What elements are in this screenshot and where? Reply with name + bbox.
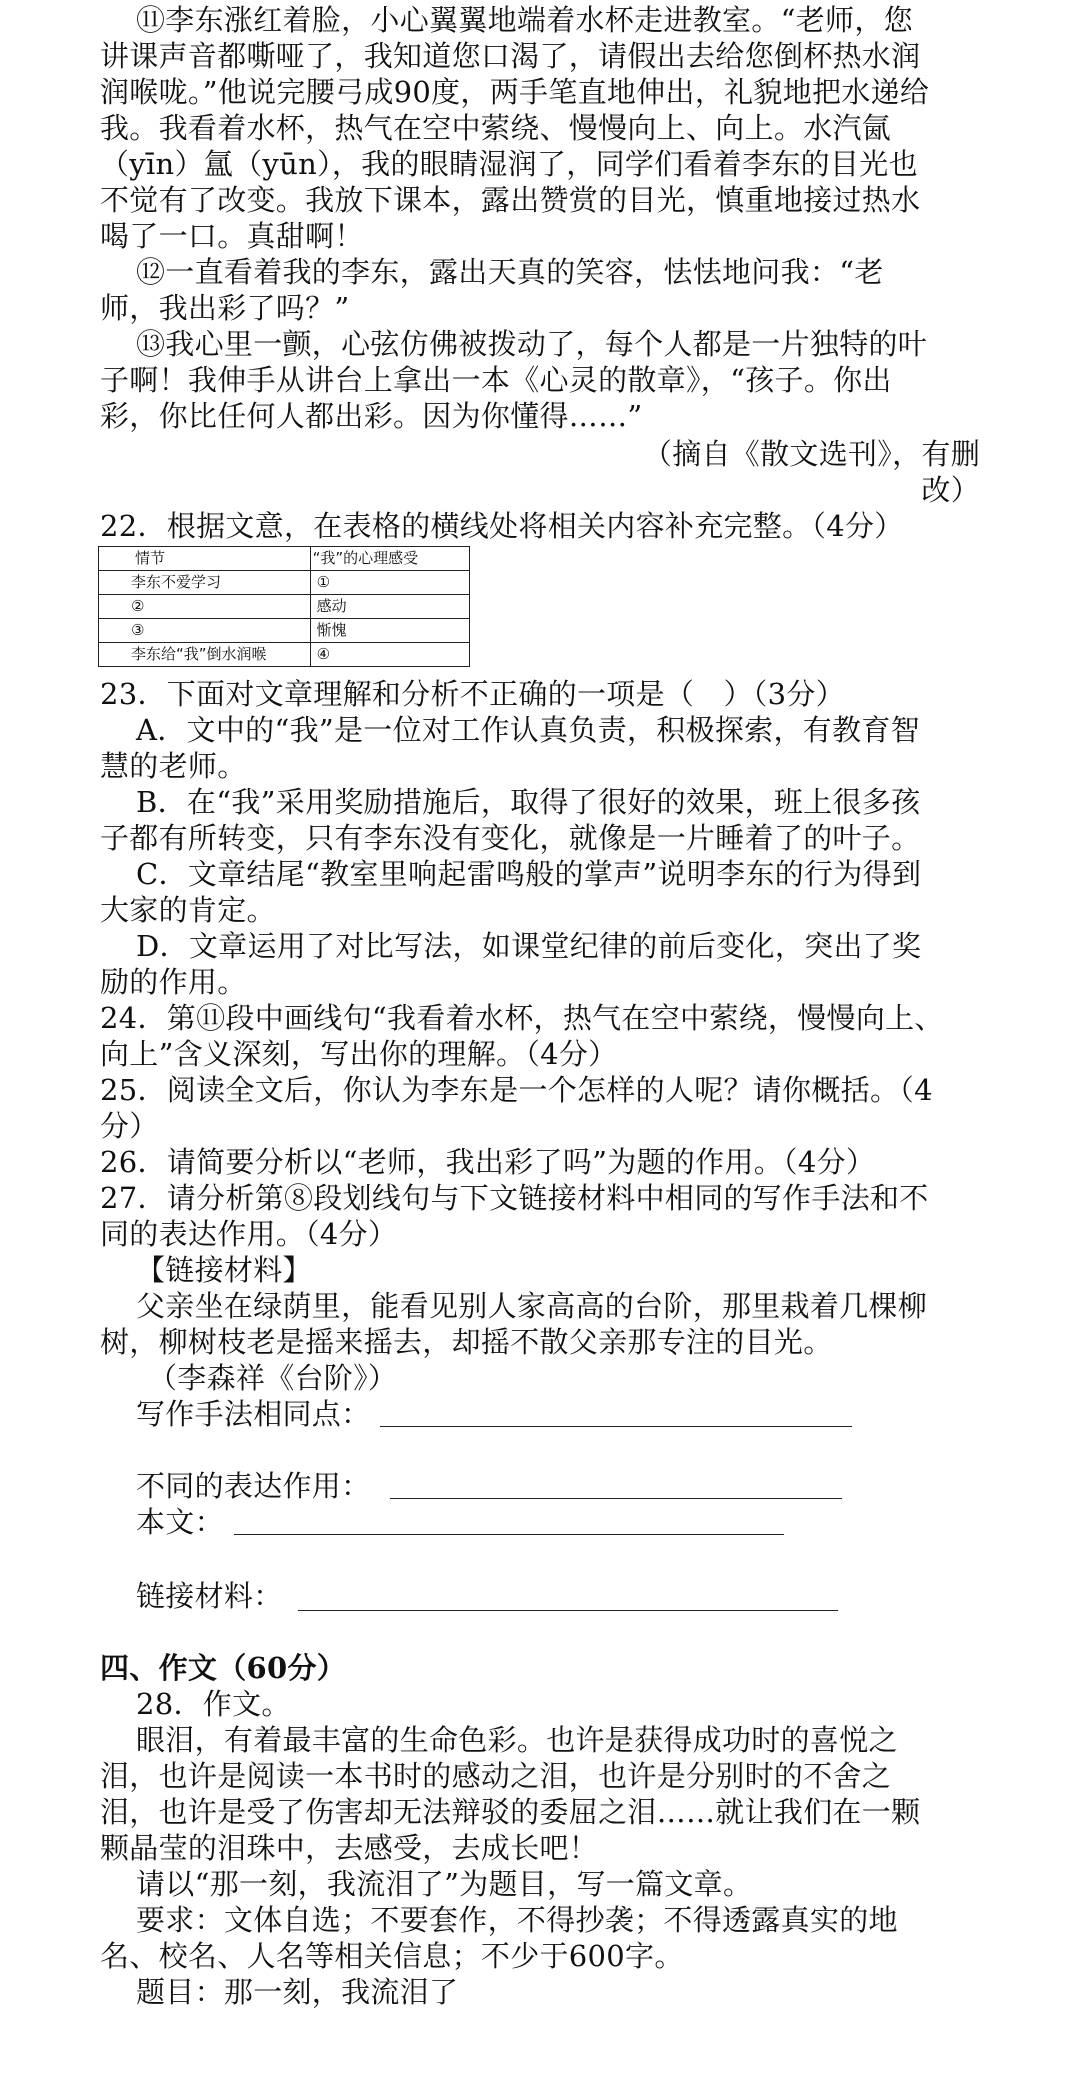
this-text-answer-line[interactable] <box>234 1534 784 1535</box>
requirements-1: 要求：文体自选；不要套作，不得抄袭；不得透露真实的地 <box>136 1903 898 1937</box>
link-material-answer-line[interactable] <box>298 1610 838 1611</box>
link-material-label: 链接材料： <box>136 1579 283 1613</box>
same-technique-answer-line[interactable] <box>380 1426 852 1427</box>
table-row <box>99 619 470 643</box>
table-header-plot: 情节 <box>99 547 311 571</box>
table-row <box>99 547 470 571</box>
table-cell: 李东不爱学习 <box>99 571 311 595</box>
q23-option-b-1: B．在“我”采用奖励措施后，取得了很好的效果，班上很多孩 <box>136 785 921 819</box>
p12-line-2: 师，我出彩了吗？” <box>100 291 350 325</box>
table-row <box>99 595 470 619</box>
p11-line-2: 讲课声音都嘶哑了，我知道您口渴了，请假出去给您倒杯热水润 <box>100 39 921 73</box>
q23-option-b-2: 子都有所转变，只有李东没有变化，就像是一片睡着了的叶子。 <box>100 821 921 855</box>
p11-line-6: 不觉有了改变。我放下课本，露出赞赏的目光，慎重地接过热水 <box>100 183 921 217</box>
essay-intro-3: 泪，也许是受了伤害却无法辩驳的委屈之泪……就让我们在一颗 <box>100 1795 921 1829</box>
table-cell: 李东给“我”倒水润喉 <box>99 643 311 667</box>
table-row <box>99 571 470 595</box>
essay-intro-4: 颗晶莹的泪珠中，去感受，去成长吧！ <box>100 1831 599 1865</box>
q23-option-c-2: 大家的肯定。 <box>100 893 276 927</box>
q24-line-2: 向上”含义深刻，写出你的理解。（4分） <box>100 1037 618 1071</box>
p11-line-3: 润喉咙。”他说完腰弓成90度，两手笔直地伸出，礼貌地把水递给 <box>100 75 930 109</box>
p12-line-1: ⑫一直看着我的李东，露出天真的笑容，怯怯地问我：“老 <box>136 255 884 289</box>
material-title: 【链接材料】 <box>136 1253 312 1287</box>
p11-line-7: 喝了一口。真甜啊！ <box>100 219 364 253</box>
p11-line-1: ⑪李东涨红着脸，小心翼翼地端着水杯走进教室。“老师，您 <box>136 3 913 37</box>
q26-text: 26．请简要分析以“老师，我出彩了吗”为题的作用。（4分） <box>100 1145 876 1179</box>
p13-line-2: 子啊！我伸手从讲台上拿出一本《心灵的散章》，“孩子。你出 <box>100 363 892 397</box>
material-line-1: 父亲坐在绿荫里，能看见别人家高高的台阶，那里栽着几棵柳 <box>136 1289 928 1323</box>
q22-table <box>98 546 470 667</box>
table-row <box>99 643 470 667</box>
p13-line-3: 彩，你比任何人都出彩。因为你懂得……” <box>100 399 643 433</box>
q28-text: 28．作文。 <box>136 1687 291 1721</box>
q23-option-d-1: D．文章运用了对比写法，如课堂纪律的前后变化，突出了奖 <box>136 929 922 963</box>
same-technique-label: 写作手法相同点： <box>136 1397 371 1431</box>
essay-intro-1: 眼泪，有着最丰富的生命色彩。也许是获得成功时的喜悦之 <box>136 1723 898 1757</box>
p11-line-4: 我。我看着水杯，热气在空中萦绕、慢慢向上、向上。水汽氤 <box>100 111 892 145</box>
q23-option-c-1: C．文章结尾“教室里响起雷鸣般的掌声”说明李东的行为得到 <box>136 857 922 891</box>
source-line-1: （摘自《散文选刊》，有删 <box>642 437 980 471</box>
q25-line-2: 分） <box>100 1109 159 1143</box>
this-text-label: 本文： <box>136 1505 224 1539</box>
q23-option-a-2: 慧的老师。 <box>100 749 247 783</box>
essay-intro-2: 泪，也许是阅读一本书时的感动之泪，也许是分别时的不舍之 <box>100 1759 892 1793</box>
diff-effect-answer-line[interactable] <box>390 1498 842 1499</box>
q23-text: 23．下面对文章理解和分析不正确的一项是（ ）（3分） <box>100 677 845 711</box>
source-line-2: 改） <box>921 473 980 507</box>
table-cell: 感动 <box>310 595 469 619</box>
q22-text: 22．根据文意，在表格的横线处将相关内容补充完整。（4分） <box>100 509 904 543</box>
requirements-2: 名、校名、人名等相关信息；不少于600字。 <box>100 1939 684 1973</box>
q24-line-1: 24．第⑪段中画线句“我看着水杯，热气在空中萦绕，慢慢向上、 <box>100 1001 944 1035</box>
table-cell: 惭愧 <box>310 619 469 643</box>
table-header-feeling: “我”的心理感受 <box>310 547 469 571</box>
q23-option-a-1: A．文中的“我”是一位对工作认真负责，积极探索，有教育智 <box>136 713 920 747</box>
diff-effect-label: 不同的表达作用： <box>136 1469 371 1503</box>
essay-topic: 题目：那一刻，我流泪了 <box>136 1975 459 2009</box>
table-cell: ④ <box>310 643 469 667</box>
p13-line-1: ⑬我心里一颤，心弦仿佛被拨动了，每个人都是一片独特的叶 <box>136 327 928 361</box>
q23-option-d-2: 励的作用。 <box>100 965 247 999</box>
q27-line-1: 27．请分析第⑧段划线句与下文链接材料中相同的写作手法和不 <box>100 1181 929 1215</box>
q27-line-2: 同的表达作用。（4分） <box>100 1217 398 1251</box>
p11-line-5: （yīn）氲（yūn），我的眼睛湿润了，同学们看着李东的目光也 <box>100 147 918 181</box>
table-cell: ③ <box>99 619 311 643</box>
q25-line-1: 25．阅读全文后，你认为李东是一个怎样的人呢？请你概括。（4 <box>100 1073 933 1107</box>
table-cell: ② <box>99 595 311 619</box>
essay-prompt: 请以“那一刻，我流泪了”为题目，写一篇文章。 <box>136 1867 753 1901</box>
material-source: （李森祥《台阶》） <box>148 1361 398 1395</box>
section4-title: 四、作文（60分） <box>100 1651 347 1685</box>
material-line-2: 树，柳树枝老是摇来摇去，却摇不散父亲那专注的目光。 <box>100 1325 833 1359</box>
table-cell: ① <box>310 571 469 595</box>
